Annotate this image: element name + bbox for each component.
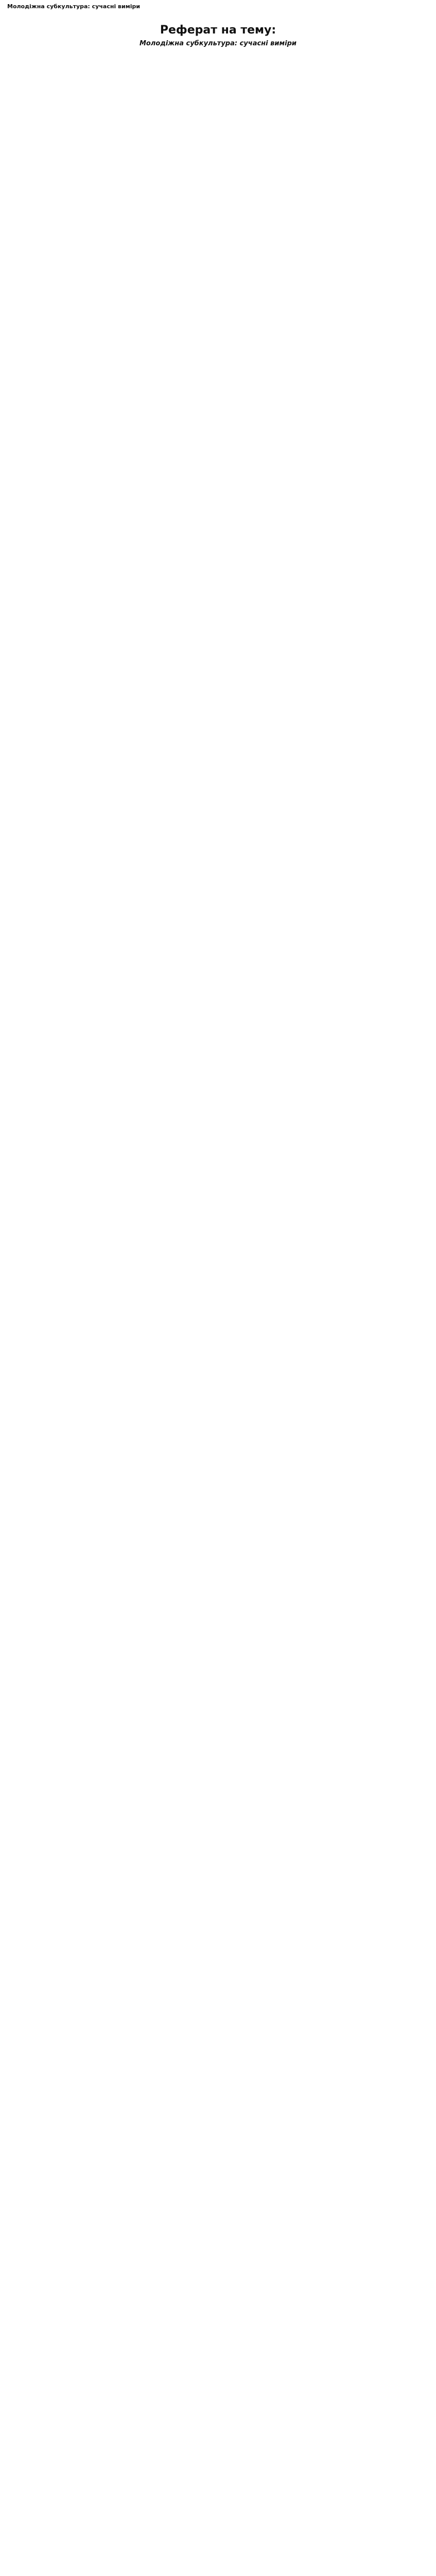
- article-paragraph: [7, 88, 429, 95]
- article-paragraph: [7, 358, 429, 366]
- article-paragraph: [7, 228, 429, 236]
- article-body: [7, 55, 429, 442]
- article-paragraph: [7, 369, 429, 377]
- article-paragraph: [7, 347, 429, 355]
- article-paragraph: [7, 142, 429, 149]
- article-paragraph: [7, 152, 429, 160]
- article-paragraph: [7, 401, 429, 409]
- article-paragraph: [7, 336, 429, 344]
- article-paragraph: [7, 412, 429, 420]
- article-paragraph: [7, 196, 429, 204]
- page-heading: Реферат на тему:: [160, 24, 276, 37]
- article-paragraph: [7, 261, 429, 268]
- article-paragraph: [7, 66, 429, 74]
- article-paragraph: [7, 98, 429, 106]
- article-paragraph: [7, 109, 429, 117]
- article-paragraph: [7, 185, 429, 193]
- article-paragraph: [7, 120, 429, 128]
- article-paragraph: [7, 250, 429, 258]
- article-paragraph: [7, 239, 429, 247]
- article-paragraph: [7, 217, 429, 225]
- article-paragraph: [7, 207, 429, 214]
- article-paragraph: [7, 315, 429, 323]
- page-subtitle: Молодіжна субкультура: сучасні виміри: [139, 40, 297, 47]
- window-title: Молодіжна субкультура: сучасні виміри: [7, 3, 141, 10]
- article-paragraph: [7, 174, 429, 182]
- article-paragraph: [7, 131, 429, 139]
- article-paragraph: [7, 434, 429, 442]
- article-paragraph: [7, 380, 429, 387]
- article-paragraph: [7, 326, 429, 333]
- article-paragraph: [7, 163, 429, 171]
- article-paragraph: [7, 304, 429, 312]
- article-paragraph: [7, 77, 429, 84]
- article-paragraph: [7, 391, 429, 398]
- article-paragraph: [7, 282, 429, 290]
- article-paragraph: [7, 423, 429, 431]
- article-paragraph: [7, 272, 429, 279]
- article-paragraph: [7, 55, 429, 63]
- article-paragraph: [7, 293, 429, 301]
